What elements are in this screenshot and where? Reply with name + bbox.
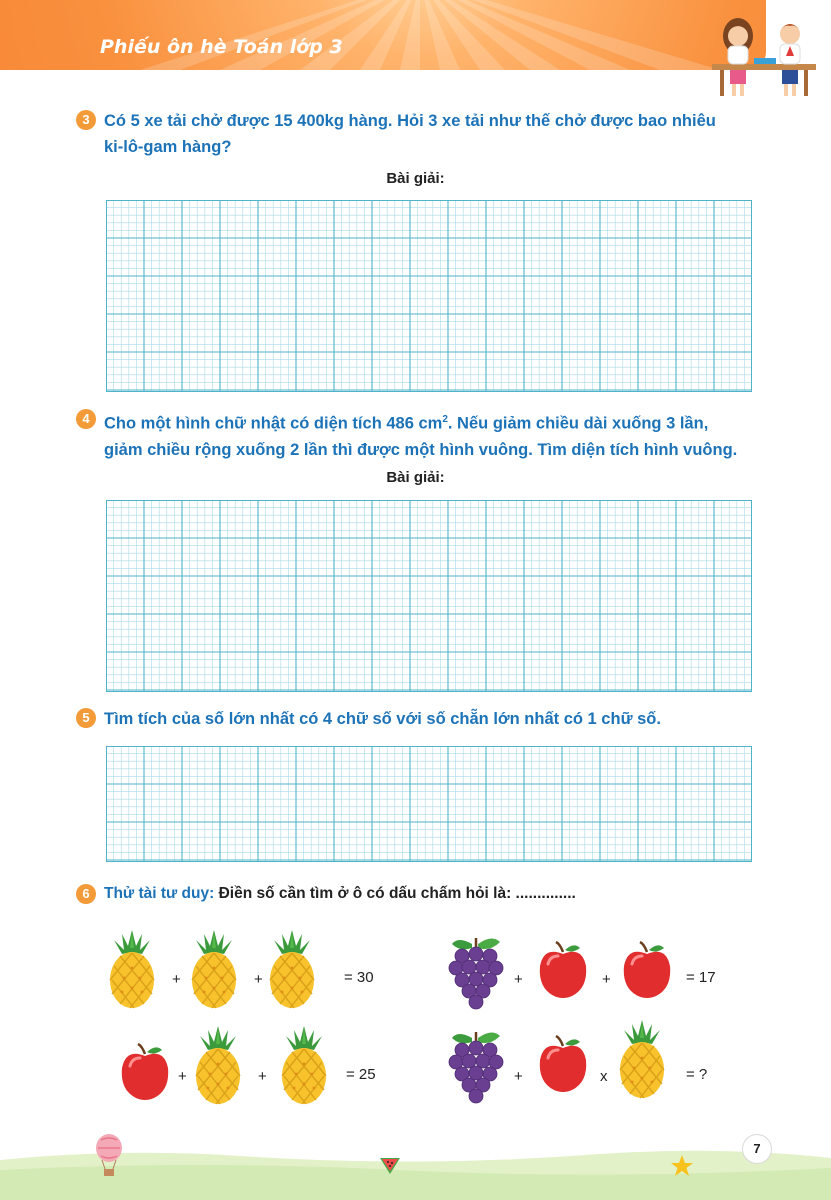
- operator-plus: +: [258, 1068, 267, 1085]
- question-4-superscript: 2: [442, 414, 448, 425]
- pineapple-icon: [190, 1024, 246, 1106]
- question-6-number: 6: [76, 884, 96, 904]
- operator-plus: +: [178, 1068, 187, 1085]
- operator-plus: +: [172, 971, 181, 988]
- operator-multiply: x: [600, 1068, 608, 1085]
- star-icon: [670, 1154, 694, 1178]
- header-title: Phiếu ôn hè Toán lớp 3: [100, 36, 343, 58]
- equation-result-1: = 30: [344, 969, 374, 986]
- header-rays: [0, 0, 766, 70]
- question-5-text: Tìm tích của số lớn nhất có 4 chữ số với số chẵn lớn nhất có 1 chữ số.: [104, 710, 661, 728]
- pineapple-icon: [104, 928, 160, 1010]
- operator-plus: +: [254, 971, 263, 988]
- pineapple-icon: [614, 1018, 670, 1100]
- question-3-line-1: Có 5 xe tải chở được 15 400kg hàng. Hỏi 3 xe tải như thế chở được bao nhiêu: [104, 112, 716, 130]
- grapes-icon: [446, 932, 506, 1010]
- question-4-number: 4: [76, 409, 96, 429]
- apple-icon: [118, 1042, 172, 1102]
- question-6-text: [104, 884, 576, 904]
- hot-air-balloon-icon: [94, 1134, 124, 1178]
- page-number: 7: [742, 1134, 772, 1164]
- watermelon-icon: [378, 1154, 402, 1176]
- question-4-answer-grid[interactable]: [106, 500, 752, 692]
- question-3-line-2: ki-lô-gam hàng?: [104, 138, 232, 156]
- question-3-number: 3: [76, 110, 96, 130]
- pineapple-icon: [264, 928, 320, 1010]
- question-6-lead: Thử tài tư duy:: [104, 885, 215, 902]
- page-header: [0, 0, 766, 70]
- question-4-line-1a: Cho một hình chữ nhật có diện tích 486 cm: [104, 414, 443, 433]
- question-5-number: 5: [76, 708, 96, 728]
- question-3-answer-grid[interactable]: [106, 200, 752, 392]
- footer-grass: [0, 1130, 831, 1200]
- pineapple-icon: [276, 1024, 332, 1106]
- question-3-answer-label: Bài giải:: [386, 170, 445, 187]
- question-5-answer-grid[interactable]: [106, 746, 752, 862]
- question-4-answer-label: Bài giải:: [386, 469, 445, 486]
- operator-plus: +: [514, 1068, 523, 1085]
- apple-icon: [620, 940, 674, 1000]
- grapes-icon: [446, 1026, 506, 1104]
- equation-result-3: = 25: [346, 1066, 376, 1083]
- equation-result-2: = 17: [686, 969, 716, 986]
- students-illustration: [706, 12, 824, 98]
- apple-icon: [536, 940, 590, 1000]
- question-4-line-2: giảm chiều rộng xuống 2 lần thì được một hình vuông. Tìm diện tích hình vuông.: [104, 440, 738, 459]
- question-3-text: [104, 108, 754, 160]
- apple-icon: [536, 1034, 590, 1094]
- question-4-text: [104, 407, 764, 463]
- question-6-prompt: Điền số cần tìm ở ô có dấu chấm hỏi là: ..............: [214, 885, 576, 902]
- operator-plus: +: [602, 971, 611, 988]
- question-4-line-1b: . Nếu giảm chiều dài xuống 3 lần,: [447, 414, 709, 433]
- equation-result-4: = ?: [686, 1066, 708, 1083]
- operator-plus: +: [514, 971, 523, 988]
- pineapple-icon: [186, 928, 242, 1010]
- question-4-line-1: [104, 407, 764, 437]
